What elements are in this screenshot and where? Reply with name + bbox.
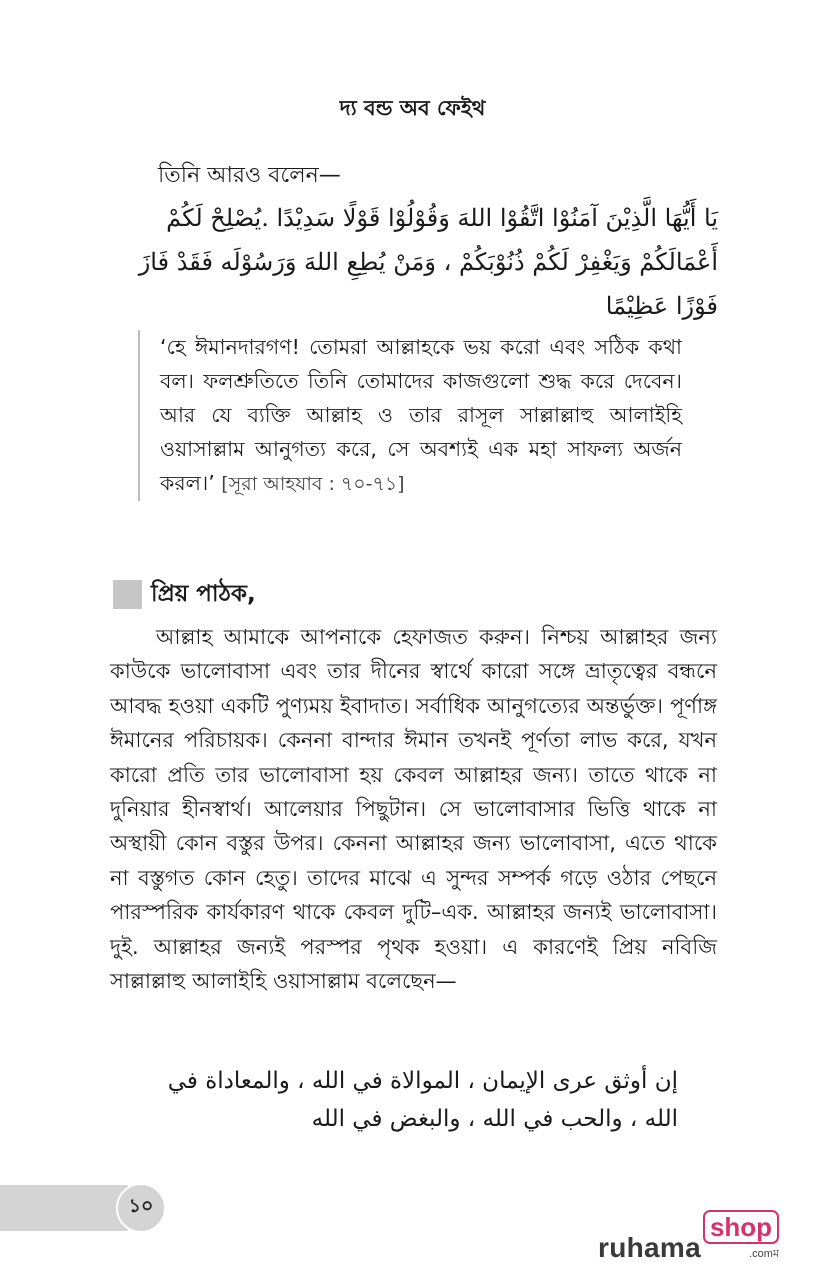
verse-translation-block xyxy=(138,330,682,501)
footer-bar xyxy=(0,1185,128,1231)
heading-marker-square xyxy=(113,580,142,609)
page-number: ১০ xyxy=(116,1183,166,1233)
publisher-logo xyxy=(598,1210,779,1264)
intro-line: তিনি আরও বলেন— xyxy=(158,163,341,188)
running-title: দ্য বন্ড অব ফেইথ xyxy=(339,96,486,120)
logo-shop-text: shop xyxy=(703,1210,779,1244)
body-paragraph: আল্লাহ আমাকে আপনাকে হেফাজত করুন। নিশ্চয় আল্লাহর জন্য কাউকে ভালোবাসা এবং তার দীনের স্বার্থে কারো সঙ্গে ভ্রাতৃত্বের বন্ধনে আবদ্ধ হওয়া একটি পুণ্যময় ইবাদাত। সর্বাধিক আনুগত্যের অন্তর্ভুক্ত। পূর্ণাঙ্গ ঈমানের পরিচায়ক। কেননা বান্দার ঈমান তখনই পূর্ণতা লাভ করে, যখন কারো প্রতি তার ভালোবাসা হয় কেবল আল্লাহর জন্য। তাতে থাকে না দুনিয়ার হীনস্বার্থ। আলেয়ার পিছুটান। সে ভালোবাসার ভিত্তি থাকে না অস্থায়ী কোন বস্তুর উপর। কেননা আল্লাহর জন্য ভালোবাসা, এতে থাকে না বস্তুগত কোন হেতু। তাদের মাঝে এ সুন্দর সম্পর্ক গড়ে ওঠার পেছনে পারস্পরিক কার্যকারণ থাকে কেবল দুটি–এক. আল্লাহর জন্যই ভালোবাসা। দুই. আল্লাহর জন্যই পরস্পর পৃথক হওয়া। এ কারণেই প্রিয় নবিজি সাল্লাল্লাহু আলাইহি ওয়াসাল্লাম বলেছেন— xyxy=(110,625,717,994)
verse-translation-text: ‘হে ঈমানদারগণ! তোমরা আল্লাহকে ভয় করো এবং সঠিক কথা বল। ফলশ্রুতিতে তিনি তোমাদের কাজগুলো শুদ্ধ করে দেবেন। আর যে ব্যক্তি আল্লাহ ও তার রাসূল সাল্লাল্লাহু আলাইহি ওয়াসাল্লাম আনুগত্য করে, সে অবশ্যই এক মহা সাফল্য অর্জন করল।’ xyxy=(160,335,682,495)
logo-brand-text: ruhama xyxy=(598,1232,701,1263)
section-heading xyxy=(113,578,256,610)
verse-citation: [সূরা আহযাব : ৭০-৭১] xyxy=(221,473,405,495)
section-heading-text: প্রিয় পাঠক, xyxy=(151,580,256,607)
quran-verse-arabic: يَا أَيُّهَا الَّذِيْنَ آمَنُوْا اتَّقُوْا اللهَ وَقُوْلُوْا قَوْلًا سَدِيْدًا .يُصْلِحْ لَكُمْ أَعْمَالَكُمْ وَيَغْفِرْ لَكُمْ ذُنُوْبَكُمْ ، وَمَنْ يُطِعِ اللهَ وَرَسُوْلَه فَقَدْ فَازَ فَوْزًا عَظِيْمًا xyxy=(138,204,718,320)
logo-domain-text: .comম xyxy=(749,1248,780,1260)
hadith-arabic: إن أوثق عرى الإيمان ، الموالاة في الله ، والمعاداة في الله ، والحب في الله ، والبغض في الله xyxy=(167,1068,678,1132)
logo-shop-box xyxy=(703,1210,779,1264)
